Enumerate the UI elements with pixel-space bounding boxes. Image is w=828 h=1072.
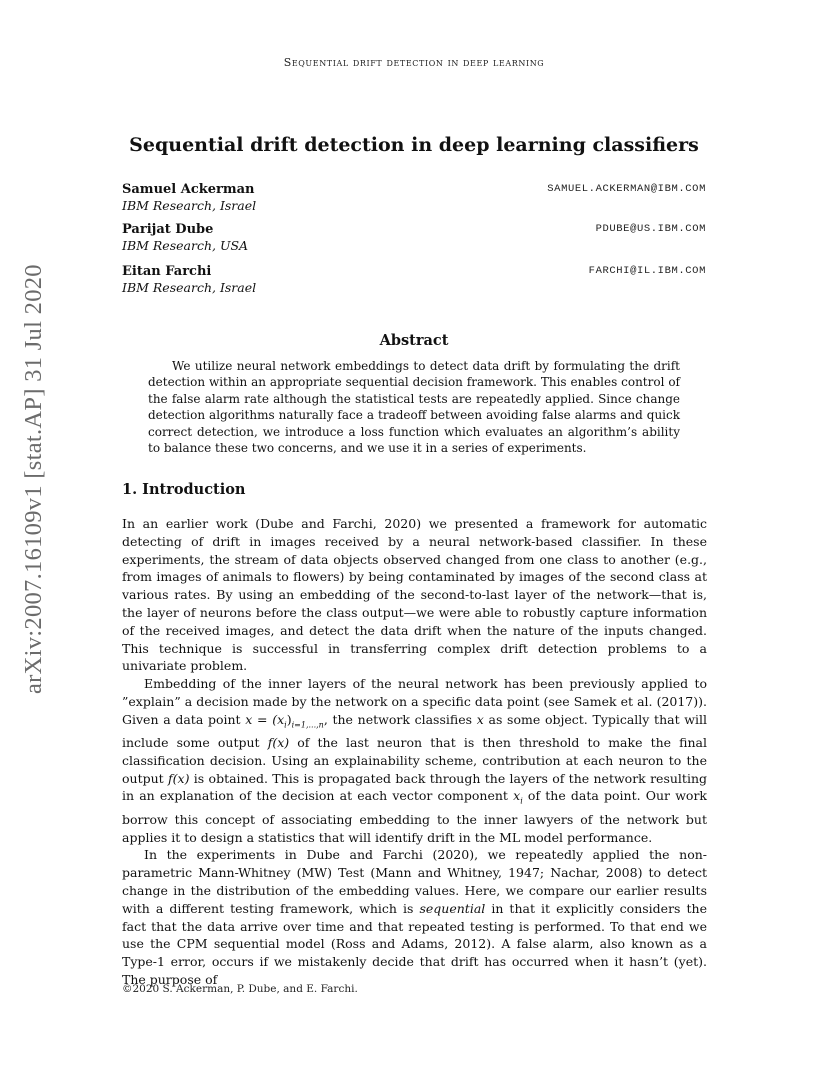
section-heading: 1. Introduction: [122, 481, 246, 498]
paragraph: In an earlier work (Dube and Farchi, 2020) we presented a framework for automatic detecting of drift in images received by a neural network-based classifier. In these experiments, the stream of data objects observed changed from one class to another (e.g., from images of animals to flowers) by being contaminated by images of the second class at various rates. By using an embedding of the second-to-last layer of the network—that is, the layer of neurons before the class output—we were able to robustly capture information of the received images, and detect the data drift when the nature of the inputs changed. This technique is successful in transferring complex drift detection problems to a univariate problem.: [122, 516, 707, 674]
running-head: Sequential drift detection in deep learning: [283, 56, 545, 69]
author-affiliation: IBM Research, Israel: [122, 280, 257, 295]
paragraph: In the experiments in Dube and Farchi (2020), we repeatedly applied the non-parametric Mann-Whitney (MW) Test (Mann and Whitney, 1947; Nachar, 2008) to detect change in the distribution of the embedding values. Here, we compare our earlier results with a different testing framework, which is sequential in that it explicitly considers the fact that the data arrive over time and that repeated testing is performed. To that end we use the CPM sequential model (Ross and Adams, 2012). A false alarm, also known as a Type-1 error, occurs if we mistakenly decide that drift has occurred when it hasn’t (yet). The purpose of: [122, 847, 707, 987]
body-text: [122, 515, 707, 989]
abstract-text: We utilize neural network embeddings to detect data drift by formulating the drift detection within an appropriate sequential decision framework. This enables control of the false alarm rate although the statistical tests are repeatedly applied. Since change detection algorithms naturally face a tradeoff between avoiding false alarms and quick correct detection, we introduce a loss function which evaluates an algorithm’s ability to balance these two concerns, and we use it in a series of experiments.: [148, 359, 680, 456]
arxiv-stamp: [18, 264, 62, 694]
author-block: [122, 264, 706, 296]
author-email[interactable]: SAMUEL.ACKERMAN@IBM.COM: [547, 183, 706, 195]
paragraph: Embedding of the inner layers of the neural network has been previously applied to ”explain” a decision made by the network on a specific data point (see Samek et al. (2017)). Given a data point $x = (x_i)_{i=1,...,n}$, the network classifies x as some object. Typically that will include some output f(x) of the last neuron that is then threshold to make the final classification decision. Using an explainability scheme, contribution at each neuron to the output f(x) is obtained. This is propagated back through the layers of the network resulting in an explanation of the decision at each vector component $x_i$ of the data point. Our work borrow this concept of associating embedding to the inner lawyers of the network but applies it to design a statistics that will identify drift in the ML model performance.: [122, 676, 707, 845]
author-name: Parijat Dube: [122, 222, 214, 237]
abstract-heading: Abstract: [379, 332, 449, 349]
arxiv-id: arXiv:2007.16109v1 [stat.AP] 31 Jul 2020: [20, 264, 47, 694]
copyright-footer: ©2020 S. Ackerman, P. Dube, and E. Farchi.: [122, 983, 358, 995]
author-email[interactable]: FARCHI@IL.IBM.COM: [588, 265, 706, 277]
author-block: [122, 182, 706, 214]
author-block: [122, 222, 706, 254]
author-name: Eitan Farchi: [122, 264, 212, 279]
author-affiliation: IBM Research, USA: [122, 238, 249, 253]
author-email[interactable]: PDUBE@US.IBM.COM: [595, 223, 706, 235]
author-name: Samuel Ackerman: [122, 182, 255, 197]
paper-title: Sequential drift detection in deep learning classifiers: [129, 134, 699, 156]
author-affiliation: IBM Research, Israel: [122, 198, 257, 213]
